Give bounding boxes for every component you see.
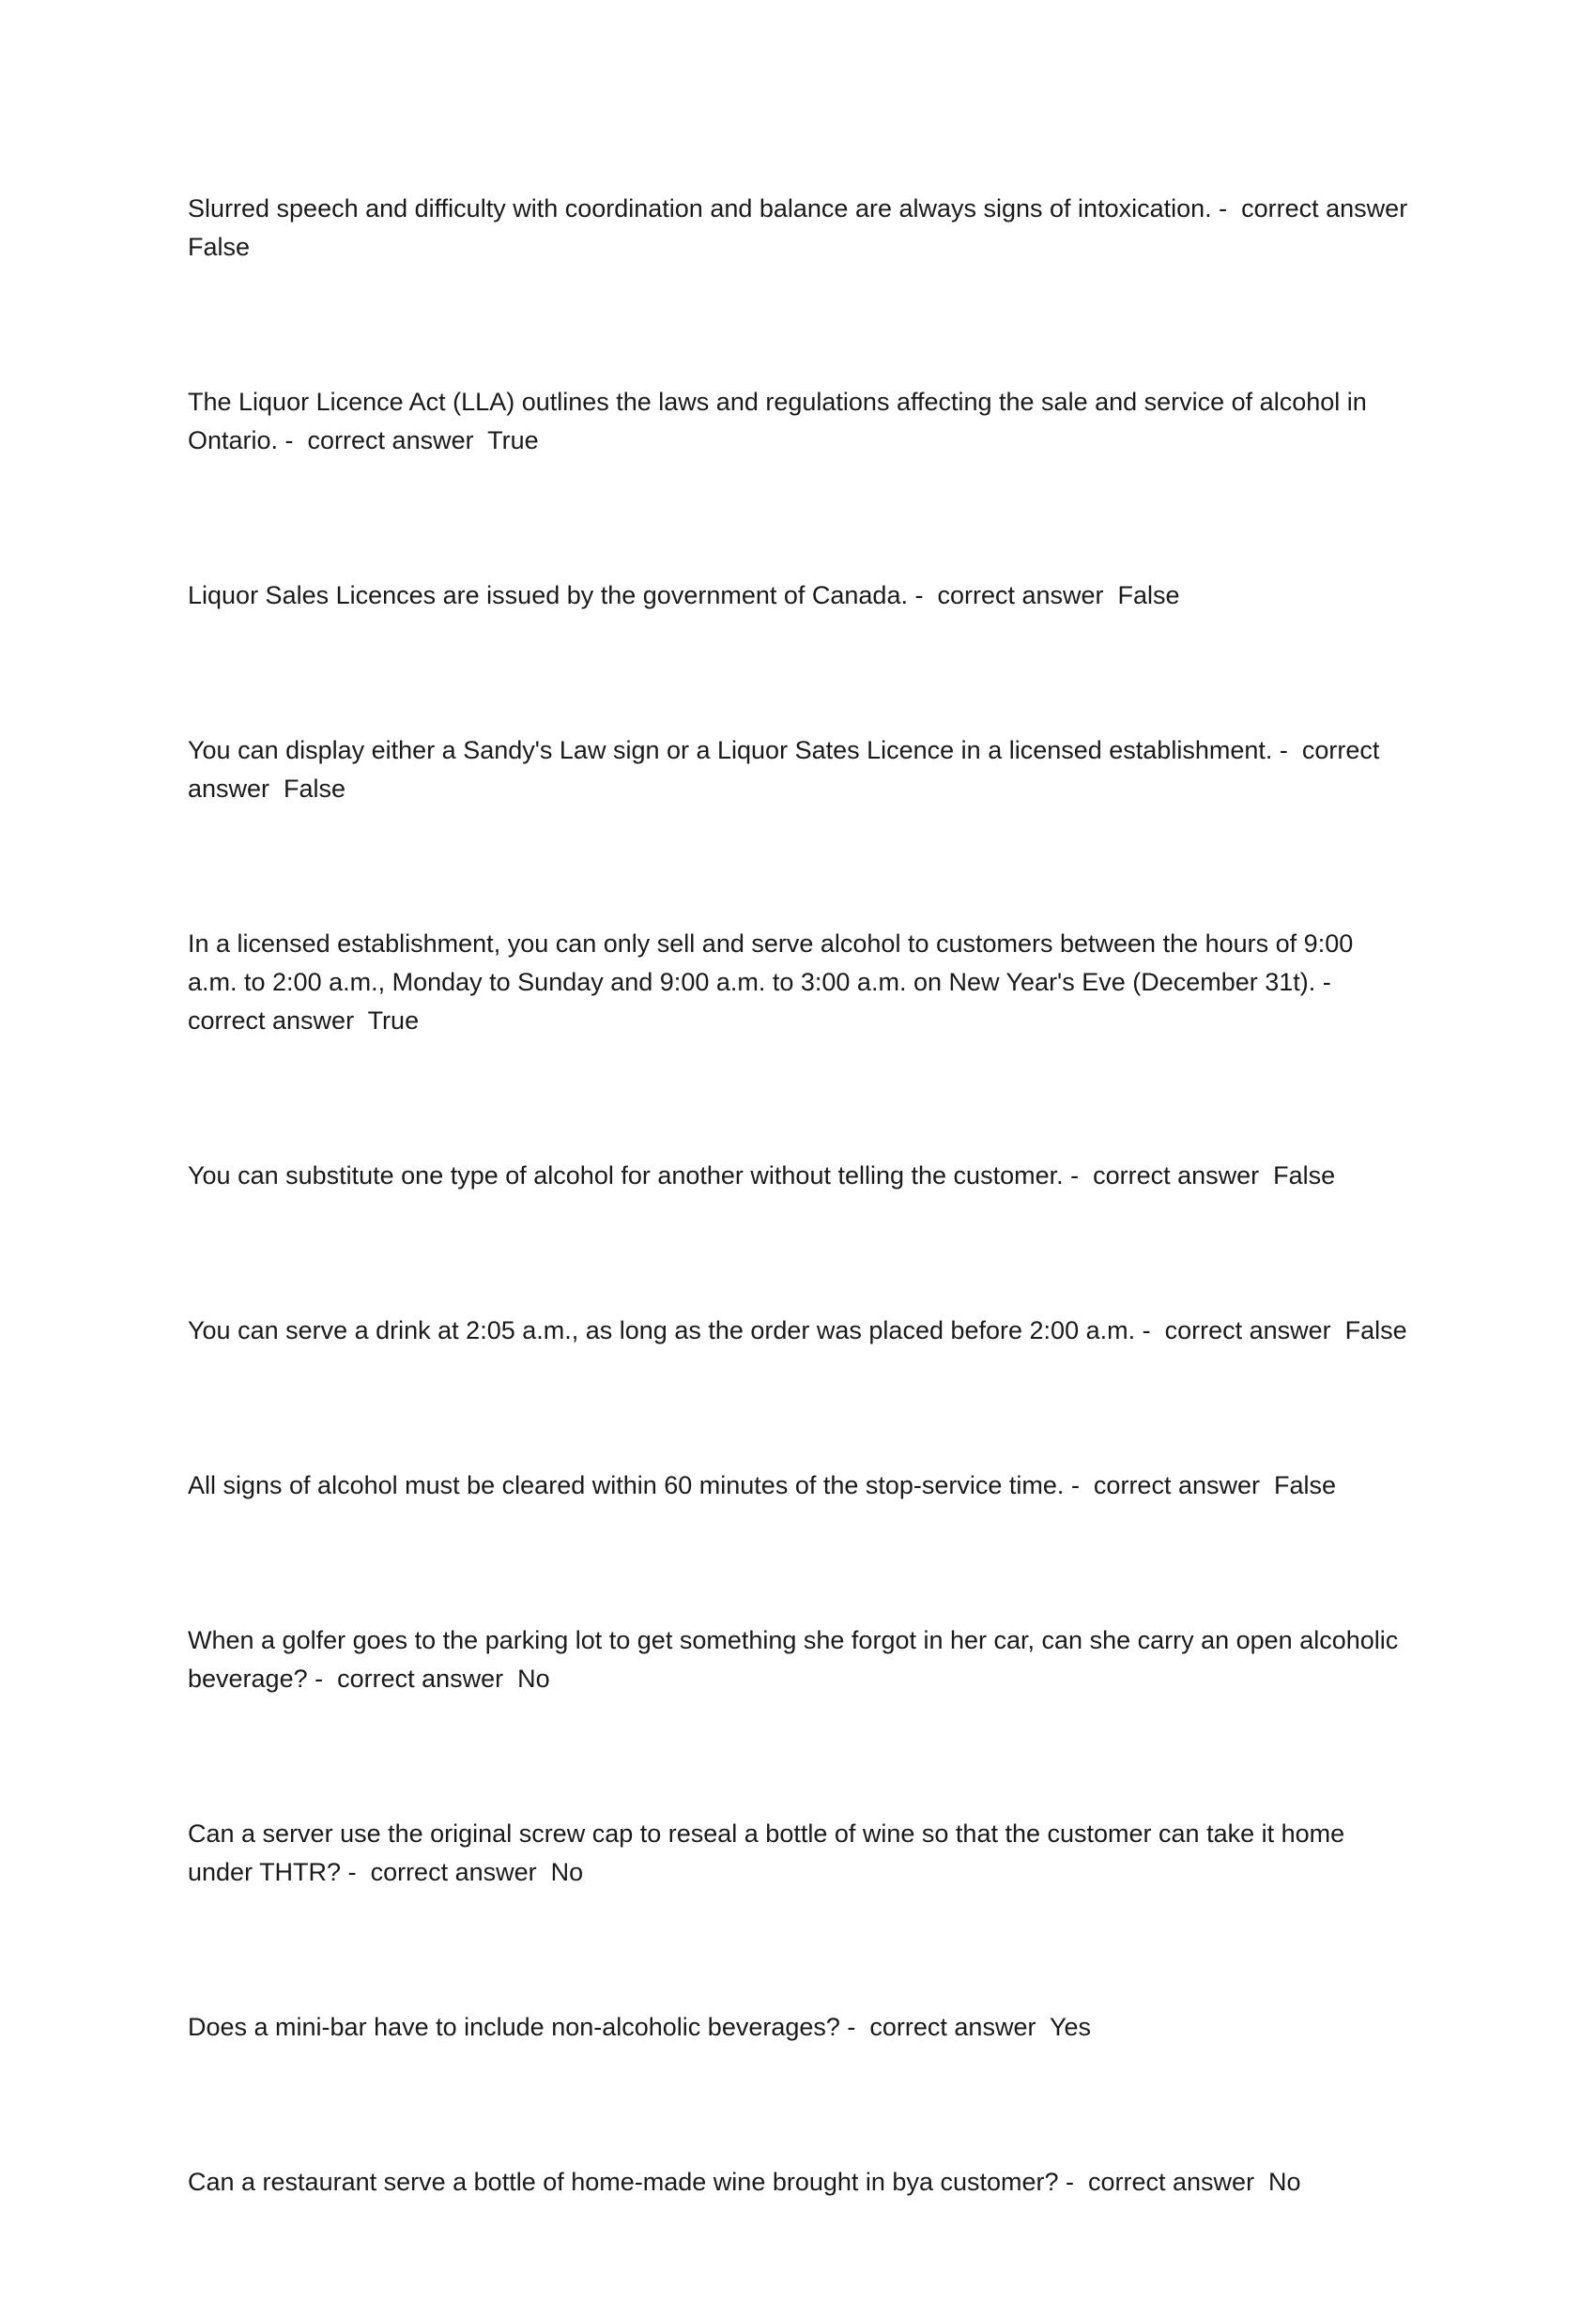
question-item (188, 2008, 1408, 2047)
question-item (188, 1157, 1408, 1195)
question-list (188, 190, 1422, 2318)
question-item (188, 1312, 1408, 1350)
question-text: Liquor Sales Licences are issued by the government of Canada. - correct answer False (188, 581, 1180, 609)
question-text: You can substitute one type of alcohol for another without telling the customer. - correct answer False (188, 1161, 1336, 1190)
question-item (188, 383, 1408, 460)
question-item (188, 576, 1408, 615)
question-text: When a golfer goes to the parking lot to get something she forgot in her car, can she carry an open alcoholic beverage? - correct answer No (188, 1626, 1405, 1693)
question-text: Can a server use the original screw cap to reseal a bottle of wine so that the customer can take it home under THTR? - correct answer No (188, 1819, 1352, 1886)
question-text: Slurred speech and difficulty with coordination and balance are always signs of intoxication. - correct answer False (188, 194, 1422, 261)
question-text: The Liquor Licence Act (LLA) outlines the laws and regulations affecting the sale and service of alcohol in Ontario. - correct answer True (188, 388, 1374, 454)
question-text: All signs of alcohol must be cleared within 60 minutes of the stop-service time. - correct answer False (188, 1471, 1337, 1499)
question-item (188, 1466, 1408, 1505)
question-item (188, 190, 1422, 267)
question-text: You can serve a drink at 2:05 a.m., as long as the order was placed before 2:00 a.m. - correct answer False (188, 1316, 1407, 1344)
question-item (188, 1621, 1408, 1698)
question-text: You can display either a Sandy's Law sign or a Liquor Sates Licence in a licensed establishment. - correct answer False (188, 736, 1387, 803)
question-item (188, 925, 1408, 1040)
question-item (188, 1815, 1408, 1892)
question-text: Does a mini-bar have to include non-alcoholic beverages? - correct answer Yes (188, 2013, 1092, 2041)
question-text: In a licensed establishment, you can only sell and serve alcohol to customers between the hours of 9:00 a.m. to 2:00 a.m., Monday to Sunday and 9:00 a.m. to 3:00 a.m. on New Year's Eve (December 31t). - correct answer True (188, 929, 1360, 1035)
question-item (188, 731, 1408, 808)
question-item (188, 2163, 1408, 2202)
question-text: Can a restaurant serve a bottle of home-made wine brought in bya customer? - correct answer No (188, 2168, 1301, 2196)
